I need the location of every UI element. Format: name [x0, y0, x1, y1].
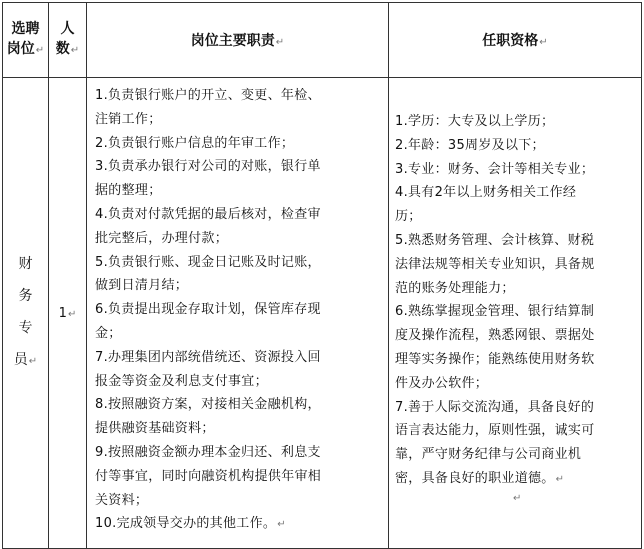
qualification-line-last: 密，具备良好的职业道德。 — [395, 470, 555, 486]
header-duties — [87, 3, 389, 78]
duty-line: 做到日清月结； — [95, 278, 189, 294]
position-char: 财 — [18, 256, 33, 272]
duty-line: 提供融资基础资料； — [95, 421, 215, 437]
duty-line: 报金等资金及利息支付事宜； — [95, 373, 268, 389]
qualification-line — [395, 467, 635, 492]
qualification-line: 靠，严守财务纪律与公司商业机 — [395, 447, 582, 463]
duty-line: 9.按照融资金额办理本金归还、利息支 — [95, 444, 321, 460]
header-qualifications — [389, 3, 642, 78]
duty-line: 付等事宜，同时向融资机构提供年审相 — [95, 468, 322, 484]
position-char: 务 — [18, 288, 33, 304]
header-duties-label: 岗位主要职责 — [190, 33, 275, 49]
paragraph-mark-icon: ↵ — [28, 356, 38, 367]
duty-line — [95, 512, 382, 537]
qualification-line: 3.专业：财务、会计等相关专业； — [395, 161, 595, 177]
header-count — [49, 3, 87, 78]
qualification-line: 法律法规等相关专业知识，具备规 — [395, 256, 595, 272]
qualification-line: 5.熟悉财务管理、会计核算、财税 — [395, 232, 595, 248]
paragraph-mark-icon: ↵ — [277, 519, 286, 531]
duty-line: 1.负责银行账户的开立、变更、年检、 — [95, 88, 321, 103]
qualification-line: 度及操作流程，熟悉网银、票据处 — [395, 328, 595, 344]
qualification-line: 历； — [395, 209, 422, 225]
qualifications-cell — [389, 78, 642, 549]
job-row — [3, 78, 642, 549]
qualification-line: 4.具有2年以上财务相关工作经 — [395, 185, 577, 201]
paragraph-mark-icon: ↵ — [555, 473, 565, 485]
duty-line: 5.负责银行账、现金日记账及时记账， — [95, 254, 321, 270]
duty-line: 2.负责银行账户信息的年审工作； — [95, 135, 295, 151]
header-position — [3, 3, 49, 78]
header-count-line2: 数 — [55, 41, 70, 57]
duty-line: 据的整理； — [95, 183, 162, 199]
qualification-line: 2.年龄：35周岁及以下； — [395, 137, 545, 153]
qualification-line: 理等实务操作；能熟练使用财务软 — [395, 351, 595, 367]
position-char: 专 — [18, 320, 33, 336]
position-char — [3, 344, 48, 378]
count-cell — [49, 78, 87, 549]
duties-cell — [87, 78, 389, 549]
count-value: 1 — [58, 305, 67, 321]
paragraph-mark-icon: ↵ — [70, 45, 80, 56]
qualification-line: 7.善于人际交流沟通，具备良好的 — [395, 399, 595, 415]
header-position-line2: 岗位 — [6, 41, 35, 57]
duty-line: 7.办理集团内部统借统还、资源投入回 — [95, 349, 321, 365]
duty-line: 金； — [95, 325, 122, 341]
header-row — [3, 3, 642, 78]
duty-line: 4.负责对付款凭据的最后核对，检查审 — [95, 206, 321, 222]
header-count-line1: 人 — [60, 21, 75, 37]
duty-line: 8.按照融资方案，对接相关金融机构， — [95, 397, 321, 413]
position-char-last: 员 — [13, 352, 28, 368]
job-posting-table — [2, 2, 642, 549]
qualification-line: 6.熟练掌握现金管理、银行结算制 — [395, 304, 595, 320]
paragraph-mark-icon: ↵ — [513, 492, 522, 504]
header-position-line1: 选聘 — [11, 21, 40, 37]
duty-line: 批完整后，办理付款； — [95, 230, 229, 246]
paragraph-mark-icon: ↵ — [35, 45, 45, 56]
qualifications-list — [389, 78, 641, 506]
qualification-line: 件及办公软件； — [395, 375, 489, 391]
header-qualifications-label: 任职资格 — [482, 33, 539, 49]
qualification-line: 1.学历：大专及以上学历； — [395, 114, 555, 129]
qualification-line: 语言表达能力，原则性强，诚实可 — [395, 423, 595, 439]
qualification-line: 范的账务处理能力； — [395, 280, 515, 296]
paragraph-mark-icon: ↵ — [67, 308, 77, 320]
paragraph-mark-icon: ↵ — [275, 37, 285, 48]
duty-line: 6.负责提出现金存取计划，保管库存现 — [95, 302, 321, 318]
duty-line: 注销工作； — [95, 111, 162, 127]
duty-line-last: 10.完成领导交办的其他工作。 — [95, 516, 277, 532]
position-cell — [3, 78, 49, 549]
duties-list — [87, 78, 388, 537]
duty-line: 3.负责承办银行对公司的对账，银行单 — [95, 159, 321, 175]
duty-line: 关资料； — [95, 492, 149, 508]
paragraph-mark-icon: ↵ — [539, 37, 548, 48]
